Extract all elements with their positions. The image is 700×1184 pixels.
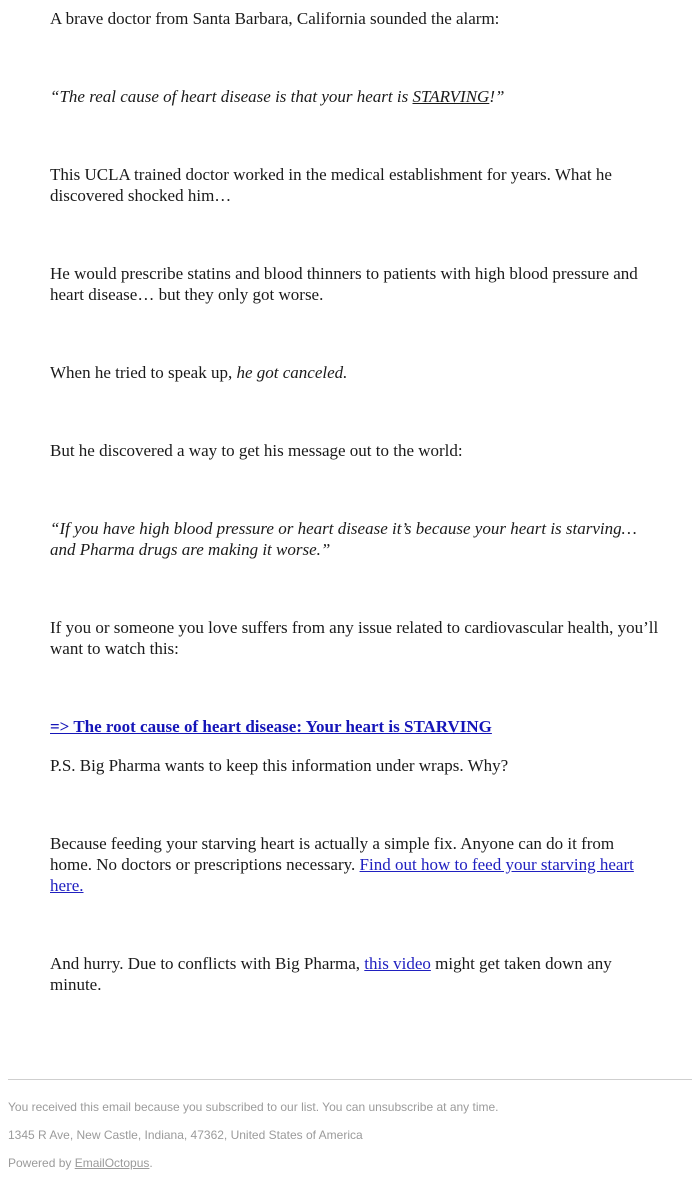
powered-by-suffix: . xyxy=(149,1156,153,1170)
canceled-text: When he tried to speak up, xyxy=(50,363,237,382)
message-paragraph: But he discovered a way to get his message out to the world: xyxy=(50,441,463,460)
hurry-text: And hurry. Due to conflicts with Big Pharma, xyxy=(50,954,365,973)
quote1-emphasis: STARVING xyxy=(412,87,490,106)
emailoctopus-link[interactable]: EmailOctopus xyxy=(74,1156,150,1170)
subscription-notice: You received this email because you subscribed to our list. You can unsubscribe at any time. xyxy=(8,1100,499,1114)
simple-fix-text: Because feeding your starving heart is actually a simple fix. Anyone can do it from home. No doctors or prescriptions necessary. xyxy=(50,834,615,874)
powered-by xyxy=(8,1155,153,1171)
feed-heart-link[interactable]: Find out how to feed your starving heart here. xyxy=(50,855,634,895)
watch-paragraph: If you or someone you love suffers from any issue related to cardiovascular health, you’ll want to watch this: xyxy=(50,618,659,658)
prescribe-paragraph: He would prescribe statins and blood thinners to patients with high blood pressure and heart disease… but they only got worse. xyxy=(50,264,638,304)
doctor-quote-2: “If you have high blood pressure or heart disease it’s because your heart is starving… and Pharma drugs are making it worse.” xyxy=(50,519,637,559)
cta-link[interactable]: => The root cause of heart disease: Your heart is STARVING xyxy=(50,717,492,736)
ps-paragraph: P.S. Big Pharma wants to keep this information under wraps. Why? xyxy=(50,756,509,775)
footer-address: 1345 R Ave, New Castle, Indiana, 47362, United States of America xyxy=(8,1128,363,1142)
canceled-paragraph xyxy=(50,362,660,383)
quote1-text: “The real cause of heart disease is that your heart is xyxy=(50,87,413,106)
quote1-end: !” xyxy=(489,87,505,106)
ucla-paragraph: This UCLA trained doctor worked in the medical establishment for years. What he discovered shocked him… xyxy=(50,165,612,205)
simple-fix-paragraph xyxy=(50,833,660,896)
hurry-paragraph xyxy=(50,953,660,995)
doctor-quote-1 xyxy=(50,86,660,107)
footer-divider xyxy=(8,1079,692,1080)
hurry-text-end: might get taken down any minute. xyxy=(50,954,612,994)
canceled-emphasis: he got canceled. xyxy=(236,363,348,382)
cta-paragraph xyxy=(50,716,660,737)
powered-by-prefix: Powered by xyxy=(8,1156,75,1170)
intro-paragraph: A brave doctor from Santa Barbara, California sounded the alarm: xyxy=(50,9,500,28)
this-video-link[interactable]: this video xyxy=(364,954,431,973)
